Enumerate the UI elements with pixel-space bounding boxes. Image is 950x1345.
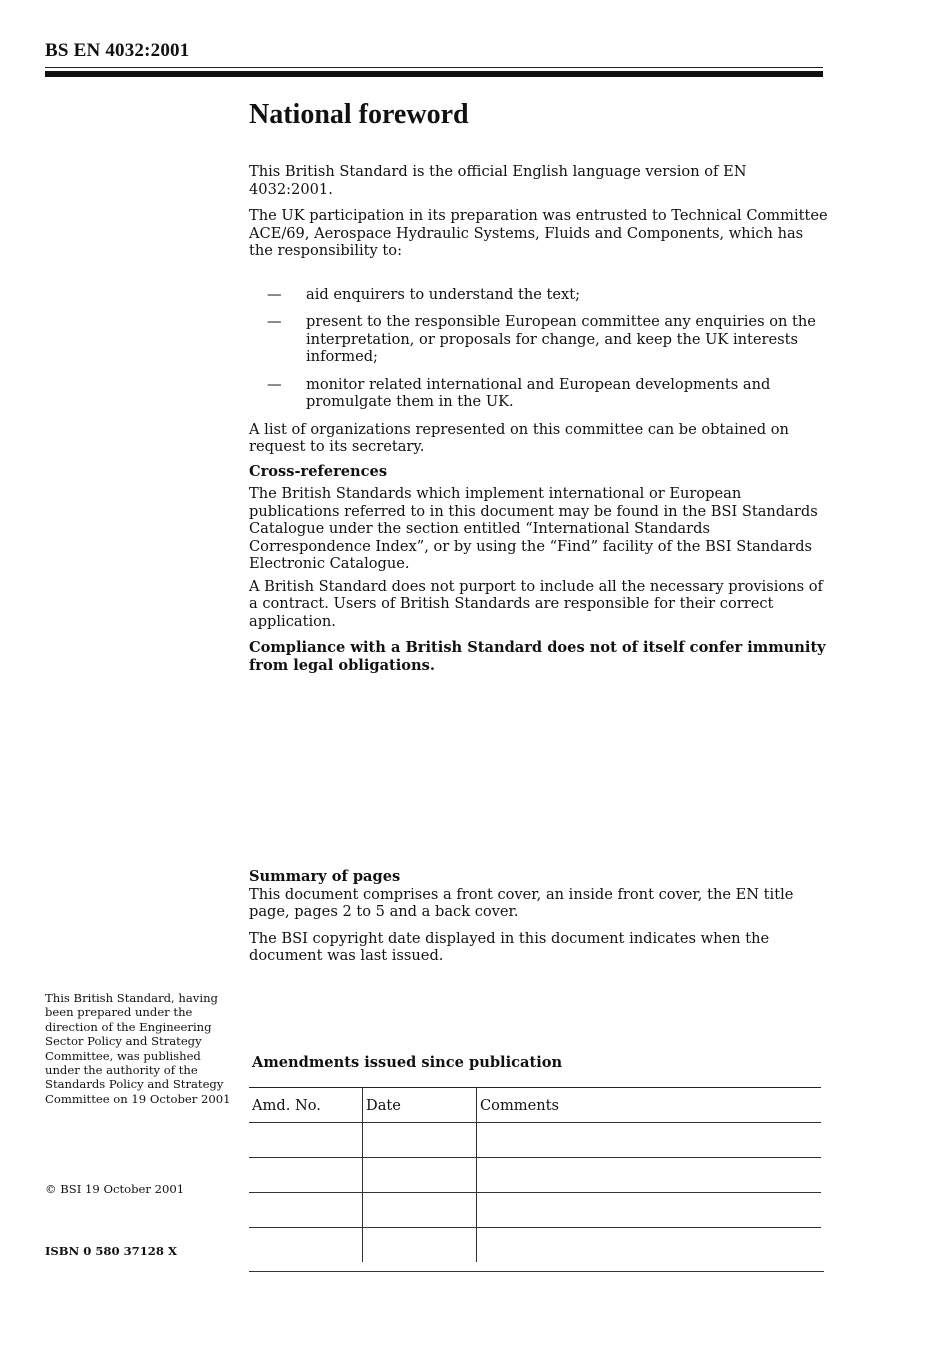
list-item	[249, 286, 829, 304]
dash-marker: —	[267, 285, 282, 303]
page-title: National foreword	[249, 99, 469, 130]
table-cell	[477, 1158, 822, 1193]
list-item	[249, 376, 829, 411]
column-header-comments: Comments	[477, 1088, 822, 1123]
table-cell	[363, 1193, 477, 1228]
table-cell	[477, 1123, 822, 1158]
responsibility-list	[249, 286, 829, 411]
summary-heading: Summary of pages	[249, 868, 401, 885]
header-thin-rule	[45, 67, 823, 68]
intro-paragraph: This British Standard is the official English language version of EN 4032:2001.	[249, 163, 747, 198]
table-row	[249, 1158, 821, 1193]
table-cell	[363, 1158, 477, 1193]
isbn-line: ISBN 0 580 37128 X	[45, 1244, 177, 1258]
document-code: BS EN 4032:2001	[45, 40, 190, 61]
cross-references-paragraph: The British Standards which implement international or European publications referred to in this document may be found in the BSI Standards Catalogue under the section entitled “International Standards Correspondence Index”, or by using the “Find” facility of the BSI Standards Electronic Catalogue.	[249, 485, 818, 572]
table-cell	[249, 1193, 363, 1228]
summary-section	[249, 868, 829, 965]
summary-paragraph: This document comprises a front cover, an inside front cover, the EN title page, pages 2 to 5 and a back cover.	[249, 885, 794, 920]
participation-paragraph: The UK participation in its preparation was entrusted to Technical Committee ACE/69, Aerospace Hydraulic Systems, Fluids and Components, which has the responsibility to:	[249, 207, 828, 259]
cross-references-heading: Cross-references	[249, 462, 388, 480]
organizations-paragraph: A list of organizations represented on this committee can be obtained on request to its secretary.	[249, 420, 789, 455]
list-item	[249, 313, 829, 366]
table-cell	[363, 1228, 477, 1263]
dash-marker: —	[267, 375, 282, 393]
table-row	[249, 1228, 821, 1263]
list-item-text: aid enquirers to understand the text;	[306, 285, 581, 303]
publication-note: This British Standard, having been prepared under the direction of the Engineering Sector Policy and Strategy Committee, was published under the authority of the Standards Policy and Strategy Committee on 19 October 2001	[45, 991, 231, 1106]
amendments-title: Amendments issued since publication	[252, 1054, 563, 1071]
table-row	[249, 1193, 821, 1228]
list-item-text: monitor related international and European developments and promulgate them in the UK.	[306, 375, 771, 410]
foreword-body	[249, 163, 829, 674]
compliance-statement: Compliance with a British Standard does not of itself confer immunity from legal obligations.	[249, 639, 826, 674]
table-cell	[249, 1158, 363, 1193]
contract-paragraph: A British Standard does not purport to include all the necessary provisions of a contract. Users of British Standards are responsible for their correct application.	[249, 577, 823, 630]
table-cell	[249, 1123, 363, 1158]
table-cell	[477, 1193, 822, 1228]
column-header-amd-no: Amd. No.	[249, 1088, 363, 1123]
copyright-line: © BSI 19 October 2001	[45, 1182, 185, 1196]
header-thick-rule	[45, 71, 823, 77]
footer-rule	[249, 1271, 824, 1272]
dash-marker: —	[267, 313, 282, 330]
copyright-date-paragraph: The BSI copyright date displayed in this document indicates when the document was last issued.	[249, 929, 770, 964]
list-item-text: present to the responsible European committee any enquiries on the interpretation, or proposals for change, and keep the UK interests informed;	[306, 313, 816, 365]
table-row	[249, 1123, 821, 1158]
table-cell	[477, 1228, 822, 1263]
table-cell	[249, 1228, 363, 1263]
table-cell	[363, 1123, 477, 1158]
column-header-date: Date	[363, 1088, 477, 1123]
table-header-row	[249, 1088, 821, 1123]
amendments-table	[249, 1087, 821, 1262]
